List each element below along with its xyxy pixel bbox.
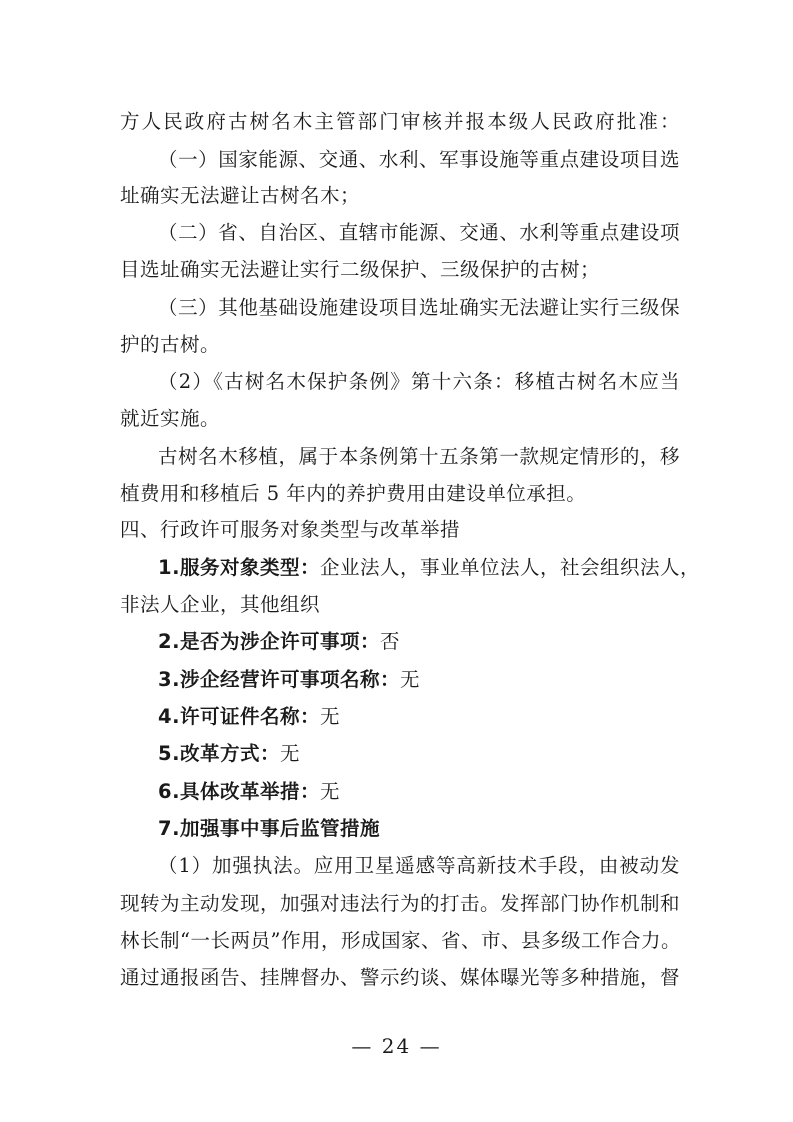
item-value-continued: 非法人企业，其他组织: [120, 593, 321, 616]
item-label: 3.涉企经营许可事项名称：: [158, 668, 400, 691]
item-certificate-name: [158, 705, 680, 729]
body-line: 现转为主动发现，加强对违法行为的打击。发挥部门协作机制和: [120, 892, 681, 915]
item-supervision-heading: 7.加强事中事后监管措施: [158, 817, 380, 840]
body-line: （三）其他基础设施建设项目选址确实无法避让实行三级保: [158, 296, 680, 319]
body-line: （一）国家能源、交通、水利、军事设施等重点建设项目选: [158, 148, 680, 171]
page-number: — 24 —: [351, 1034, 442, 1058]
item-label: 5.改革方式：: [158, 742, 280, 765]
body-line: （1）加强执法。应用卫星遥感等高新技术手段，由被动发: [158, 854, 680, 877]
body-line: 通过通报函告、挂牌督办、警示约谈、媒体曝光等多种措施，督: [120, 966, 681, 989]
body-line: （2）《古树名木保护条例》第十六条：移植古树名木应当: [158, 370, 680, 393]
body-line: 古树名木移植，属于本条例第十五条第一款规定情形的，移: [158, 445, 680, 468]
item-service-object-type: [158, 556, 700, 580]
item-value: 无: [319, 705, 340, 728]
body-line: 址确实无法避让古树名木；: [120, 184, 361, 207]
body-line: 方人民政府古树名木主管部门审核并报本级人民政府批准：: [120, 110, 680, 133]
item-permit-name: [158, 668, 680, 692]
body-line: 植费用和移植后 5 年内的养护费用由建设单位承担。: [120, 482, 587, 505]
item-label: 4.许可证件名称：: [158, 705, 320, 728]
body-line: （二）省、自治区、直辖市能源、交通、水利等重点建设项: [158, 221, 680, 244]
item-value: 无: [319, 780, 340, 803]
item-value: 否: [379, 630, 400, 653]
item-label: 1.服务对象类型：: [158, 556, 320, 579]
item-value: 企业法人，事业单位法人，社会组织法人，: [319, 556, 700, 579]
item-reform-measures: [158, 780, 680, 804]
body-line: 就近实施。: [120, 407, 221, 430]
body-line: 护的古树。: [120, 333, 221, 356]
body-line: 林长制“一长两员”作用，形成国家、省、市、县多级工作合力。: [120, 929, 681, 952]
item-value: 无: [399, 668, 420, 691]
item-value: 无: [279, 742, 300, 765]
item-label: 2.是否为涉企许可事项：: [158, 630, 380, 653]
item-reform-method: [158, 742, 680, 766]
body-line: 目选址确实无法避让实行二级保护、三级保护的古树；: [120, 258, 601, 281]
item-enterprise-related: [158, 630, 680, 654]
item-label: 6.具体改革举措：: [158, 780, 320, 803]
section-heading: 四、行政许可服务对象类型与改革举措: [120, 518, 461, 541]
